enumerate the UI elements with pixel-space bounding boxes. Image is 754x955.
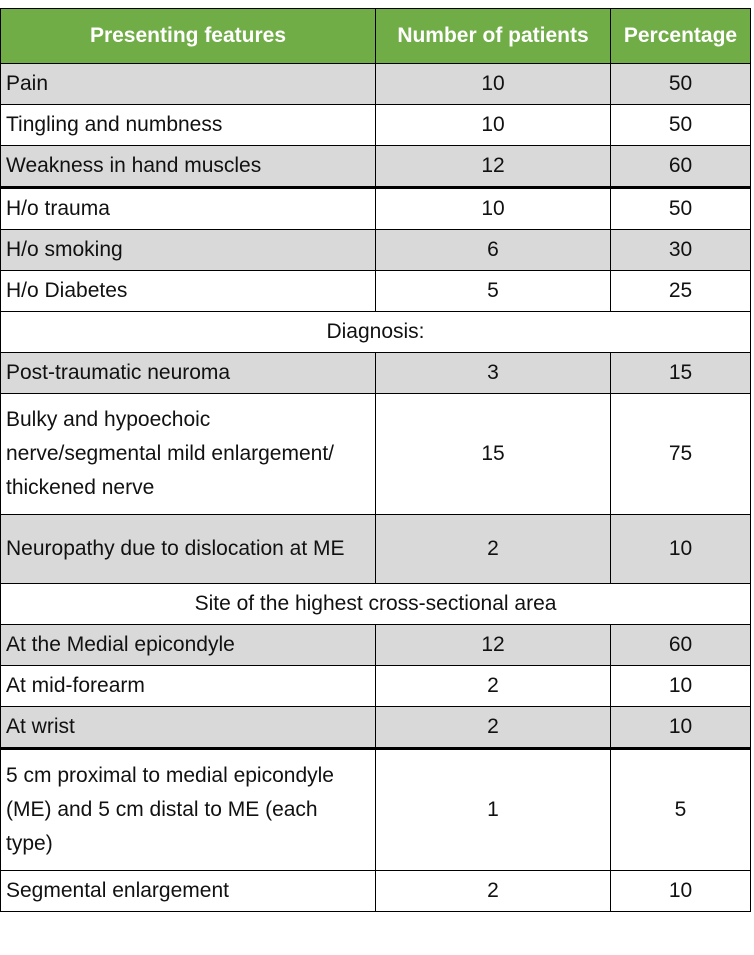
percentage-cell: 30 — [611, 230, 751, 271]
number-cell: 3 — [376, 353, 611, 394]
number-cell: 10 — [376, 188, 611, 230]
number-cell: 6 — [376, 230, 611, 271]
header-percentage: Percentage — [611, 9, 751, 64]
table-row — [1, 105, 751, 146]
feature-cell: Tingling and numbness — [1, 105, 376, 146]
section-heading-diagnosis: Diagnosis: — [1, 312, 751, 353]
percentage-cell: 60 — [611, 146, 751, 188]
percentage-cell: 50 — [611, 105, 751, 146]
feature-cell: Weakness in hand muscles — [1, 146, 376, 188]
percentage-cell: 25 — [611, 271, 751, 312]
table-row — [1, 394, 751, 515]
number-cell: 2 — [376, 515, 611, 584]
table-row — [1, 666, 751, 707]
table-row — [1, 871, 751, 912]
number-cell: 15 — [376, 394, 611, 515]
header-row — [1, 9, 751, 64]
table-row — [1, 707, 751, 749]
table-row — [1, 625, 751, 666]
section-row-diagnosis — [1, 312, 751, 353]
feature-cell: At mid-forearm — [1, 666, 376, 707]
number-cell: 5 — [376, 271, 611, 312]
header-number-of-patients: Number of patients — [376, 9, 611, 64]
number-cell: 12 — [376, 146, 611, 188]
percentage-cell: 5 — [611, 749, 751, 871]
feature-cell: H/o trauma — [1, 188, 376, 230]
table-row — [1, 515, 751, 584]
feature-cell: Post-traumatic neuroma — [1, 353, 376, 394]
feature-cell: H/o smoking — [1, 230, 376, 271]
table-row — [1, 749, 751, 871]
percentage-cell: 60 — [611, 625, 751, 666]
percentage-cell: 10 — [611, 707, 751, 749]
percentage-cell: 10 — [611, 666, 751, 707]
percentage-cell: 50 — [611, 64, 751, 105]
percentage-cell: 75 — [611, 394, 751, 515]
section-heading-site: Site of the highest cross-sectional area — [1, 584, 751, 625]
feature-cell: At the Medial epicondyle — [1, 625, 376, 666]
table-row — [1, 188, 751, 230]
header-presenting-features: Presenting features — [1, 9, 376, 64]
table-row — [1, 230, 751, 271]
number-cell: 2 — [376, 871, 611, 912]
number-cell: 2 — [376, 707, 611, 749]
feature-cell: Neuropathy due to dislocation at ME — [1, 515, 376, 584]
feature-cell: At wrist — [1, 707, 376, 749]
feature-cell: Segmental enlargement — [1, 871, 376, 912]
section-row-site — [1, 584, 751, 625]
table-row — [1, 146, 751, 188]
feature-cell: Pain — [1, 64, 376, 105]
table-row — [1, 64, 751, 105]
number-cell: 1 — [376, 749, 611, 871]
table-row — [1, 271, 751, 312]
number-cell: 2 — [376, 666, 611, 707]
percentage-cell: 10 — [611, 515, 751, 584]
presenting-features-table — [0, 8, 751, 912]
number-cell: 10 — [376, 64, 611, 105]
number-cell: 12 — [376, 625, 611, 666]
feature-cell: 5 cm proximal to medial epicondyle (ME) and 5 cm distal to ME (each type) — [1, 749, 376, 871]
table-row — [1, 353, 751, 394]
feature-cell: Bulky and hypoechoic nerve/segmental mild enlargement/ thickened nerve — [1, 394, 376, 515]
percentage-cell: 15 — [611, 353, 751, 394]
percentage-cell: 50 — [611, 188, 751, 230]
number-cell: 10 — [376, 105, 611, 146]
percentage-cell: 10 — [611, 871, 751, 912]
feature-cell: H/o Diabetes — [1, 271, 376, 312]
